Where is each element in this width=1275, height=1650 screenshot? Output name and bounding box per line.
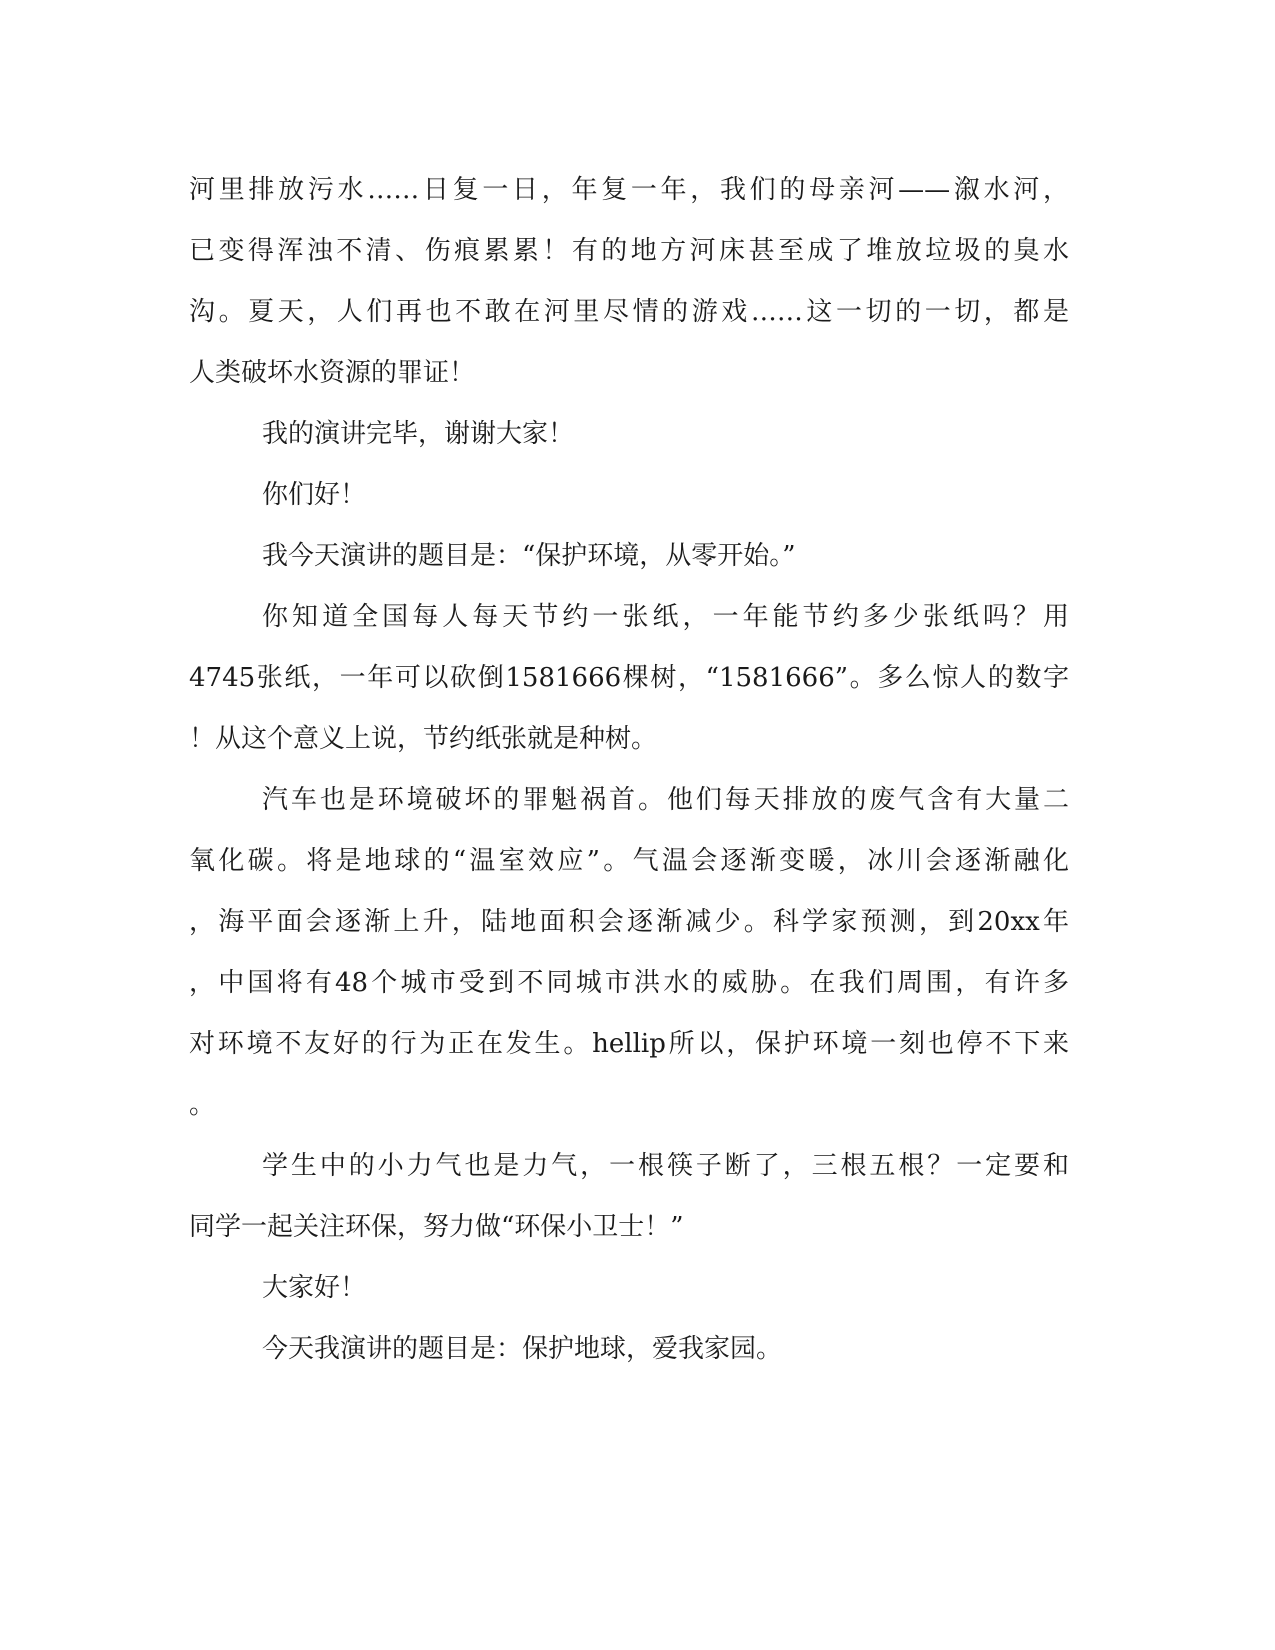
text-line: 我今天演讲的题目是：“保护环境，从零开始。” xyxy=(262,541,796,571)
text-line: 人类破坏水资源的罪证！ xyxy=(189,358,476,388)
text-line: 我的演讲完毕，谢谢大家！ xyxy=(262,419,575,449)
text-line: 已变得浑浊不清、伤痕累累！有的地方河床甚至成了堆放垃圾的臭水 xyxy=(189,236,1069,266)
text-line: 汽车也是环境破坏的罪魁祸首。他们每天排放的废气含有大量二 xyxy=(262,785,1069,815)
text-line: ，中国将有48个城市受到不同城市洪水的威胁。在我们周围，有许多 xyxy=(189,968,1069,998)
text-line: 大家好！ xyxy=(262,1273,367,1303)
text-line: 河里排放污水……日复一日，年复一年，我们的母亲河——溆水河， xyxy=(189,175,1069,205)
text-line: 你知道全国每人每天节约一张纸，一年能节约多少张纸吗？用 xyxy=(262,602,1069,632)
text-line: 。 xyxy=(189,1090,216,1120)
text-line: 今天我演讲的题目是：保护地球，爱我家园。 xyxy=(262,1334,783,1364)
text-line: 同学一起关注环保，努力做“环保小卫士！” xyxy=(189,1212,684,1242)
text-line: ！从这个意义上说，节约纸张就是种树。 xyxy=(189,724,658,754)
text-line: ，海平面会逐渐上升，陆地面积会逐渐减少。科学家预测，到20xx年 xyxy=(189,907,1069,937)
text-line: 对环境不友好的行为正在发生。hellip所以，保护环境一刻也停不下来 xyxy=(189,1029,1069,1059)
text-line: 沟。夏天，人们再也不敢在河里尽情的游戏……这一切的一切，都是 xyxy=(189,297,1069,327)
text-line: 学生中的小力气也是力气，一根筷子断了，三根五根？一定要和 xyxy=(262,1151,1069,1181)
text-line: 4745张纸，一年可以砍倒1581666棵树，“1581666”。多么惊人的数字 xyxy=(189,663,1069,693)
text-line: 你们好！ xyxy=(262,480,367,510)
document-body xyxy=(189,160,1069,1380)
text-line: 氧化碳。将是地球的“温室效应”。气温会逐渐变暖，冰川会逐渐融化 xyxy=(189,846,1069,876)
